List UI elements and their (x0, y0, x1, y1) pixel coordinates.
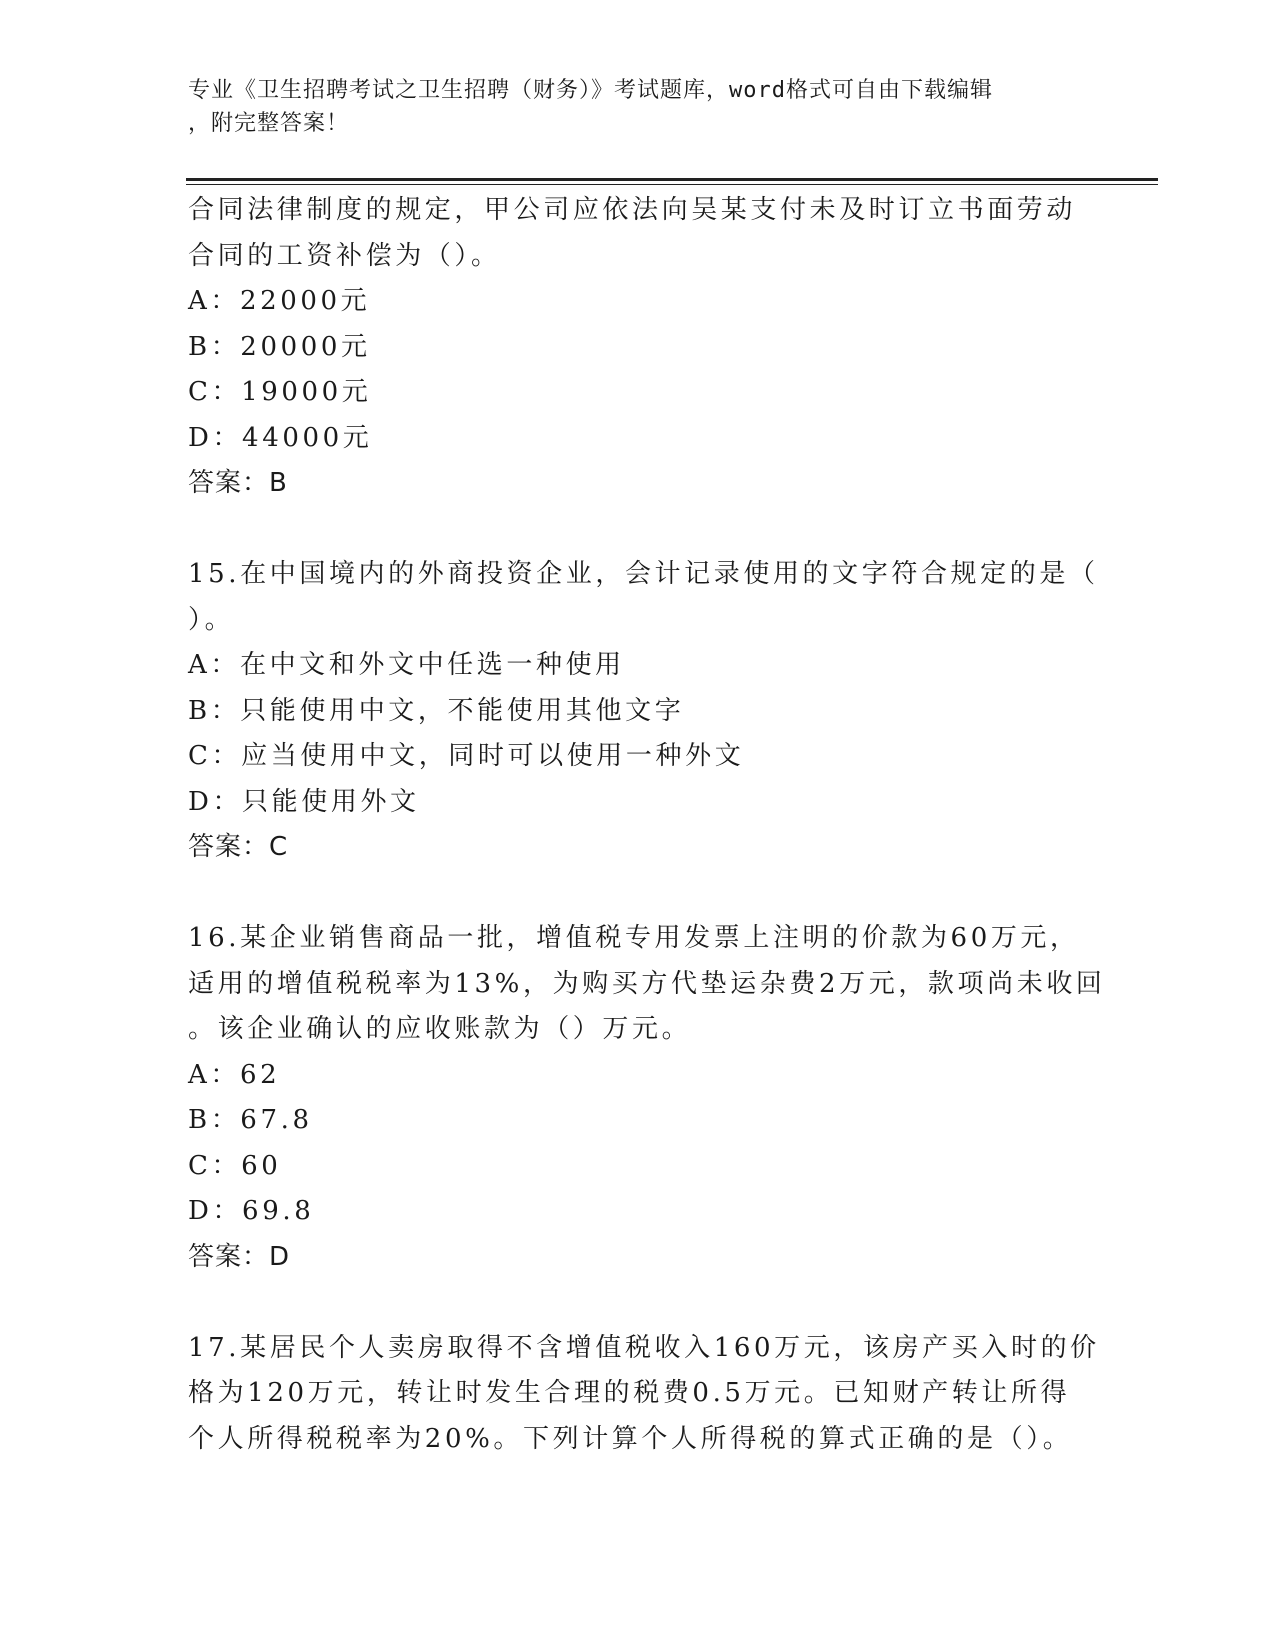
option-c: C：19000元 (188, 377, 372, 407)
question-spacer (188, 507, 1088, 553)
option-d: D：44000元 (188, 422, 373, 453)
header-line-2: ，附完整答案！ (188, 111, 350, 136)
question-16 (188, 916, 1106, 1280)
option-b: B：只能使用中文，不能使用其他文字 (188, 695, 685, 726)
question-spacer (188, 871, 1088, 917)
option-b: B：67.8 (188, 1105, 313, 1135)
header-divider-thin (186, 184, 1158, 185)
option-d: D：69.8 (188, 1196, 315, 1226)
answer-line: 答案：D (188, 1241, 291, 1272)
answer-line: 答案：B (188, 468, 288, 498)
question-14 (188, 188, 1088, 507)
document-header (188, 74, 1068, 140)
header-divider-thick (186, 178, 1158, 181)
option-a: A：62 (188, 1059, 281, 1090)
question-stem-line: 合同法律制度的规定，甲公司应依法向吴某支付未及时订立书面劳动 (188, 195, 1077, 225)
question-stem-line: 个人所得税税率为20%。下列计算个人所得税的算式正确的是（）。 (188, 1423, 1073, 1454)
question-stem-line: 适用的增值税税率为13%，为购买方代垫运杂费2万元，款项尚未收回 (188, 968, 1106, 999)
question-stem-line: 。该企业确认的应收账款为（）万元。 (188, 1014, 692, 1044)
question-stem-line: 合同的工资补偿为（）。 (188, 240, 501, 271)
question-stem-line: ）。 (188, 604, 235, 635)
question-17 (188, 1326, 1100, 1463)
document-body (188, 188, 1106, 1462)
header-line-1: 专业《卫生招聘考试之卫生招聘（财务）》考试题库，word格式可自由下载编辑 (188, 78, 993, 103)
question-stem-line: 15.在中国境内的外商投资企业，会计记录使用的文字符合规定的是（ (188, 559, 1099, 589)
option-c: C：60 (188, 1150, 282, 1181)
option-a: A：22000元 (188, 286, 371, 316)
question-stem-line: 16.某企业销售商品一批，增值税专用发票上注明的价款为60万元， (188, 923, 1080, 953)
question-15 (188, 552, 1099, 871)
option-a: A：在中文和外文中任选一种使用 (188, 650, 625, 680)
question-stem-line: 17.某居民个人卖房取得不含增值税收入160万元，该房产买入时的价 (188, 1332, 1100, 1363)
option-b: B：20000元 (188, 331, 371, 362)
question-stem-line: 格为120万元，转让时发生合理的税费0.5万元。已知财产转让所得 (188, 1378, 1071, 1408)
option-c: C：应当使用中文，同时可以使用一种外文 (188, 741, 745, 771)
option-d: D：只能使用外文 (188, 786, 420, 817)
question-spacer (188, 1280, 1088, 1326)
answer-line: 答案：C (188, 832, 289, 862)
